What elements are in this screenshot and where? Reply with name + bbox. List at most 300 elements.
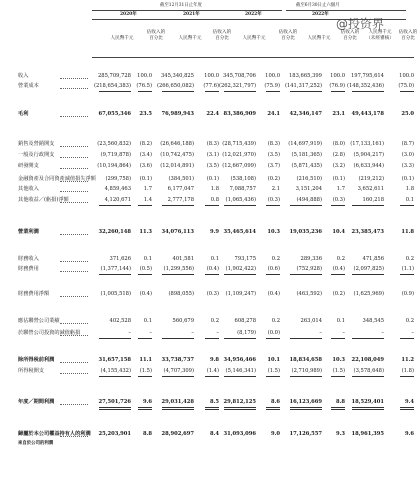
amount-cell: (5,146,341) — [225, 368, 256, 374]
percent-cell: (0.4) — [139, 291, 152, 297]
amount-cell: (23,560,832) — [97, 141, 131, 147]
amount-cell: 29,812,125 — [223, 399, 256, 405]
amount-cell: 285,709,728 — [97, 73, 131, 79]
row-label: 財務收入 — [18, 256, 39, 262]
amount-cell: 34,076,113 — [161, 229, 194, 235]
percent-cell: 100.0 — [137, 73, 152, 79]
total-underline — [400, 376, 414, 377]
total-underline — [290, 205, 322, 206]
leader-dots — [60, 202, 88, 203]
total-underline — [266, 407, 280, 408]
total-underline — [138, 274, 152, 275]
col-2021-amount: 人民幣千元 — [178, 36, 202, 41]
amount-cell: (216,510) — [296, 176, 322, 182]
year-2020: 2020年 — [120, 12, 137, 17]
total-underline — [400, 338, 414, 339]
total-underline — [400, 407, 414, 408]
leader-dots — [60, 146, 88, 147]
row-label: 除所得稅前利潤 — [18, 357, 55, 363]
amount-cell: 2,777,178 — [167, 197, 194, 203]
leader-dots — [60, 181, 88, 182]
percent-cell: (1.4) — [206, 368, 219, 374]
total-underline — [352, 409, 384, 410]
total-underline — [400, 205, 414, 206]
leader-dots — [60, 234, 88, 235]
percent-cell: (0.3) — [332, 197, 345, 203]
amount-cell: (8,179) — [237, 330, 256, 336]
header-rule-left — [92, 10, 282, 11]
leader-dots — [60, 157, 88, 158]
total-underline — [224, 409, 256, 410]
amount-cell: 31,093,096 — [223, 431, 256, 437]
row-label: 財務費用淨額 — [18, 291, 50, 297]
amount-cell: 4,859,463 — [104, 186, 131, 192]
amount-cell: (2,097,825) — [353, 266, 384, 272]
amount-cell: 29,031,428 — [161, 399, 194, 405]
amount-cell: 34,956,466 — [223, 357, 256, 363]
percent-cell: (1.5) — [332, 368, 345, 374]
total-underline — [162, 407, 194, 408]
amount-cell: (28,715,439) — [222, 141, 256, 147]
col-2021-pct: 佔收入的百分比 — [212, 30, 232, 41]
percent-cell: (8.2) — [139, 141, 152, 147]
percent-cell: – — [411, 330, 414, 336]
row-label: 年度／期間利潤 — [18, 399, 55, 405]
total-underline — [162, 91, 194, 92]
total-underline — [138, 376, 152, 377]
amount-cell: – — [191, 330, 194, 336]
amount-cell: (5,871,435) — [291, 163, 322, 169]
percent-cell: 23.5 — [139, 111, 152, 117]
col-2022-amount: 人民幣千元 — [242, 36, 266, 41]
amount-cell: 402,528 — [109, 318, 131, 324]
row-label: 所得稅開支 — [18, 368, 44, 374]
group-title-half-year: 截至6月30日止六個月 — [296, 3, 340, 8]
percent-cell: 0.2 — [336, 256, 345, 262]
percent-cell: – — [216, 330, 219, 336]
percent-cell: 100.0 — [399, 73, 414, 79]
percent-cell: (76.9) — [329, 83, 345, 89]
row-label: 應佔聯營公司業績 — [18, 318, 60, 324]
total-underline — [266, 91, 280, 92]
total-underline — [162, 274, 194, 275]
amount-cell: 76,989,943 — [161, 111, 194, 117]
amount-cell: (384,501) — [168, 176, 194, 182]
amount-cell: 31,657,158 — [98, 357, 131, 363]
row-label: 其他收入 — [18, 186, 39, 192]
percent-cell: (0.2) — [267, 176, 280, 182]
amount-cell: 3,652,611 — [357, 186, 384, 192]
total-underline — [290, 407, 322, 408]
percent-cell: (0.2) — [332, 291, 345, 297]
percent-cell: (77.6) — [203, 83, 219, 89]
leader-dots — [60, 436, 88, 437]
total-underline — [331, 91, 345, 92]
leader-dots — [60, 373, 88, 374]
percent-cell: 23.1 — [332, 111, 345, 117]
percent-cell: – — [342, 330, 345, 336]
percent-cell: 11.2 — [401, 357, 414, 363]
leader-dots — [60, 191, 88, 192]
amount-cell: (9,719,878) — [100, 152, 131, 158]
total-underline — [266, 409, 280, 410]
percent-cell: 10.1 — [267, 357, 280, 363]
amount-cell: (538,108) — [230, 176, 256, 182]
amount-cell: (1,065,436) — [225, 197, 256, 203]
amount-cell: (266,650,082) — [156, 83, 194, 89]
leader-dots — [60, 404, 88, 405]
percent-cell: 100.0 — [265, 73, 280, 79]
total-underline — [205, 409, 219, 410]
amount-cell: 371,626 — [109, 256, 131, 262]
percent-cell: 8.4 — [209, 431, 219, 437]
amount-cell: (1,377,144) — [100, 266, 131, 272]
percent-cell: (1.5) — [139, 368, 152, 374]
total-underline — [99, 274, 131, 275]
total-underline — [205, 376, 219, 377]
percent-cell: 9.3 — [335, 431, 345, 437]
percent-cell: 1.7 — [336, 186, 345, 192]
percent-cell: 11.3 — [139, 229, 152, 235]
percent-cell: 9.8 — [209, 357, 219, 363]
total-underline — [331, 338, 345, 339]
total-underline — [400, 91, 414, 92]
total-underline — [224, 407, 256, 408]
row-label: 財務費用 — [18, 266, 39, 272]
row-label: 其他收益／(虧損)淨額 — [18, 197, 69, 203]
amount-cell: 23,385,473 — [351, 229, 384, 235]
amount-cell: (262,321,797) — [218, 83, 256, 89]
amount-cell: 471,856 — [362, 256, 384, 262]
percent-cell: (1.1) — [401, 266, 414, 272]
year-rule — [92, 19, 406, 20]
total-underline — [99, 91, 131, 92]
header-rule-right — [286, 10, 406, 11]
row-label: 於聯營公司投資的減值虧損 — [18, 330, 81, 336]
total-underline — [99, 409, 131, 410]
total-underline — [99, 407, 131, 408]
percent-cell: (1.5) — [267, 368, 280, 374]
total-underline — [331, 274, 345, 275]
colhead-rule — [92, 57, 414, 58]
leader-dots — [60, 261, 88, 262]
percent-cell: – — [149, 330, 152, 336]
total-underline — [290, 338, 322, 339]
percent-cell: (3.1) — [206, 152, 219, 158]
percent-cell: (0.6) — [267, 266, 280, 272]
amount-cell: (148,352,436) — [346, 83, 384, 89]
total-underline — [162, 409, 194, 410]
percent-cell: 25.0 — [401, 111, 414, 117]
amount-cell: 560,679 — [172, 318, 194, 324]
row-label: 歸屬於本公司權益持有人的利潤 — [18, 431, 91, 437]
percent-cell: 1.7 — [143, 186, 152, 192]
amount-cell: 27,501,726 — [98, 399, 131, 405]
total-underline — [352, 407, 384, 408]
total-underline — [205, 338, 219, 339]
amount-cell: (141,317,252) — [284, 83, 322, 89]
amount-cell: 25,203,901 — [98, 431, 131, 437]
amount-cell: – — [319, 330, 322, 336]
row-label: 營業成本 — [18, 83, 39, 89]
amount-cell: 67,055,346 — [98, 111, 131, 117]
amount-cell: (14,697,919) — [288, 141, 322, 147]
total-underline — [205, 205, 219, 206]
amount-cell: (10,194,864) — [97, 163, 131, 169]
total-underline — [290, 91, 322, 92]
percent-cell: (0.5) — [139, 266, 152, 272]
amount-cell: (463,592) — [296, 291, 322, 297]
percent-cell: 0.1 — [210, 256, 219, 262]
percent-cell: (8.0) — [332, 141, 345, 147]
amount-cell: 18,961,395 — [351, 431, 384, 437]
percent-cell: (0.3) — [206, 291, 219, 297]
group-title-full-year: 截至12月31日止年度 — [160, 3, 202, 8]
leader-dots — [60, 168, 88, 169]
percent-cell: 8.8 — [142, 431, 152, 437]
percent-cell: 0.1 — [405, 197, 414, 203]
amount-cell: (17,133,161) — [350, 141, 384, 147]
amount-cell: – — [381, 330, 384, 336]
leader-dots — [60, 323, 88, 324]
total-underline — [331, 205, 345, 206]
amount-cell: 28,902,697 — [161, 431, 194, 437]
percent-cell: (0.1) — [332, 176, 345, 182]
percent-cell: 0.2 — [271, 256, 280, 262]
amount-cell: 345,340,825 — [160, 73, 194, 79]
amount-cell: 6,177,047 — [167, 186, 194, 192]
percent-cell: 0.2 — [405, 318, 414, 324]
amount-cell: (5,904,217) — [353, 152, 384, 158]
total-underline — [205, 274, 219, 275]
percent-cell: 10.3 — [267, 229, 280, 235]
percent-cell: (0.3) — [267, 197, 280, 203]
percent-cell: (3.5) — [267, 152, 280, 158]
total-underline — [352, 91, 384, 92]
percent-cell: 0.1 — [336, 318, 345, 324]
percent-cell: (0.1) — [139, 176, 152, 182]
amount-cell: (1,625,969) — [353, 291, 384, 297]
percent-cell: 0.1 — [143, 318, 152, 324]
amount-cell: 18,529,401 — [351, 399, 384, 405]
percent-cell: (76.5) — [136, 83, 152, 89]
total-underline — [162, 338, 194, 339]
amount-cell: 32,260,148 — [98, 229, 131, 235]
percent-cell: (3.5) — [206, 163, 219, 169]
amount-cell: (1,109,247) — [225, 291, 256, 297]
amount-cell: (12,667,099) — [222, 163, 256, 169]
percent-cell: 11.8 — [401, 229, 414, 235]
watermark: @投资界 — [336, 17, 385, 31]
row-label: 營業利潤 — [18, 229, 39, 235]
leader-dots — [60, 271, 88, 272]
year-2022: 2022年 — [245, 12, 262, 17]
total-underline — [138, 91, 152, 92]
row-label: 研發開支 — [18, 163, 39, 169]
col-2022h1-pct: 佔收入的百分比 — [340, 30, 360, 41]
amount-cell: 263,014 — [300, 318, 322, 324]
percent-cell: (75.0) — [398, 83, 414, 89]
leader-dots — [60, 78, 88, 79]
percent-cell: 22.4 — [206, 111, 219, 117]
amount-cell: (1,299,556) — [163, 266, 194, 272]
amount-cell: 401,581 — [172, 256, 194, 262]
amount-cell: 348,545 — [362, 318, 384, 324]
amount-cell: 608,278 — [234, 318, 256, 324]
percent-cell: (3.0) — [401, 152, 414, 158]
col-2023h1-amount: 人民幣千元 （未經審核） — [366, 30, 394, 41]
percent-cell: (0.9) — [401, 291, 414, 297]
amount-cell: 345,708,706 — [222, 73, 256, 79]
total-underline — [205, 91, 219, 92]
amount-cell: (4,707,309) — [163, 368, 194, 374]
amount-cell: (5,181,365) — [291, 152, 322, 158]
percent-cell: 11.1 — [139, 357, 152, 363]
amount-cell: 3,151,204 — [295, 186, 322, 192]
amount-cell: 18,834,658 — [289, 357, 322, 363]
amount-cell: 7,088,757 — [229, 186, 256, 192]
percent-cell: 100.0 — [204, 73, 219, 79]
percent-cell: 1.8 — [210, 186, 219, 192]
row-label: 毛利 — [18, 111, 29, 117]
percent-cell: 1.4 — [143, 197, 152, 203]
total-underline — [138, 409, 152, 410]
total-underline — [205, 407, 219, 408]
amount-cell: (218,654,383) — [93, 83, 131, 89]
percent-cell: (3.6) — [139, 163, 152, 169]
total-underline — [138, 205, 152, 206]
col-2023h1-pct: 佔收入的百分比 — [398, 30, 418, 41]
percent-cell: (0.4) — [267, 291, 280, 297]
amount-cell: 83,386,909 — [223, 111, 256, 117]
amount-cell: – — [128, 330, 131, 336]
total-underline — [331, 376, 345, 377]
percent-cell: (3.4) — [139, 152, 152, 158]
amount-cell: 35,465,614 — [223, 229, 256, 235]
total-underline — [331, 409, 345, 410]
amount-cell: (12,014,891) — [160, 163, 194, 169]
total-underline — [99, 338, 131, 339]
percent-cell: (1.8) — [401, 368, 414, 374]
percent-cell: (0.4) — [332, 266, 345, 272]
total-underline — [352, 338, 384, 339]
total-underline — [290, 274, 322, 275]
amount-cell: (4,155,432) — [100, 368, 131, 374]
percent-cell: 2.1 — [271, 186, 280, 192]
amount-cell: 17,126,557 — [289, 431, 322, 437]
amount-cell: (752,928) — [296, 266, 322, 272]
total-underline — [266, 338, 280, 339]
percent-cell: (8.3) — [267, 141, 280, 147]
row-label: 銷售及營銷開支 — [18, 141, 55, 147]
amount-cell: (1,902,422) — [225, 266, 256, 272]
percent-cell: 100.0 — [330, 73, 345, 79]
percent-cell: (3.3) — [401, 163, 414, 169]
year-2021: 2021年 — [183, 12, 200, 17]
total-underline — [224, 338, 256, 339]
amount-cell: (1,005,518) — [100, 291, 131, 297]
percent-cell: 9.0 — [270, 431, 280, 437]
amount-cell: 42,346,147 — [289, 111, 322, 117]
percent-cell: (3.7) — [267, 163, 280, 169]
amount-cell: 16,123,669 — [289, 399, 322, 405]
percent-cell: 0.2 — [210, 318, 219, 324]
amount-cell: (26,646,188) — [160, 141, 194, 147]
total-underline — [162, 205, 194, 206]
total-underline — [162, 376, 194, 377]
amount-cell: 160,218 — [362, 197, 384, 203]
amount-cell: 289,336 — [300, 256, 322, 262]
col-2022h1-amount: 人民幣千元 — [307, 36, 331, 41]
amount-cell: 183,665,399 — [288, 73, 322, 79]
col-2020-amount: 人民幣千元 — [110, 36, 134, 41]
percent-cell: 0.8 — [210, 197, 219, 203]
percent-cell: 8.6 — [270, 399, 280, 405]
total-underline — [290, 376, 322, 377]
total-underline — [400, 409, 414, 410]
amount-cell: (6,633,944) — [353, 163, 384, 169]
total-underline — [224, 205, 256, 206]
total-underline — [352, 205, 384, 206]
percent-cell: 0.1 — [143, 256, 152, 262]
amount-cell: (299,758) — [105, 176, 131, 182]
percent-cell: 10.3 — [332, 357, 345, 363]
amount-cell: 197,795,614 — [350, 73, 384, 79]
amount-cell: (494,888) — [296, 197, 322, 203]
total-underline — [224, 91, 256, 92]
leader-dots — [60, 362, 88, 363]
amount-cell: (3,578,648) — [353, 368, 384, 374]
total-underline — [224, 274, 256, 275]
percent-cell: (3.2) — [332, 163, 345, 169]
percent-cell: 0.2 — [405, 256, 414, 262]
percent-cell: 9.4 — [404, 399, 414, 405]
percent-cell: 9.9 — [209, 229, 219, 235]
amount-cell: (12,021,970) — [222, 152, 256, 158]
percent-cell: 0.2 — [271, 318, 280, 324]
col-2020-pct: 佔收入的百分比 — [146, 30, 166, 41]
percent-cell: (0.4) — [206, 266, 219, 272]
percent-cell: (2.8) — [332, 152, 345, 158]
total-underline — [99, 205, 131, 206]
row-label: 金融資產及合同資產減值損失淨額 — [18, 176, 96, 182]
amount-cell: (219,212) — [358, 176, 384, 182]
amount-cell: 4,120,671 — [104, 197, 131, 203]
total-underline — [352, 376, 384, 377]
percent-cell: (0.0) — [267, 330, 280, 336]
amount-cell: (898,055) — [168, 291, 194, 297]
amount-cell: 33,738,737 — [161, 357, 194, 363]
row-label: 收入 — [18, 73, 29, 79]
year-2022-h1: 2022年 — [312, 12, 329, 17]
amount-cell: (10,742,475) — [160, 152, 194, 158]
total-underline — [331, 407, 345, 408]
percent-cell: 8.5 — [209, 399, 219, 405]
percent-cell: (0.1) — [401, 176, 414, 182]
total-underline — [99, 376, 131, 377]
percent-cell: 1.8 — [405, 186, 414, 192]
row-label: 一般及行政開支 — [18, 152, 55, 158]
amount-cell: 22,108,049 — [351, 357, 384, 363]
amount-cell: 19,035,236 — [289, 229, 322, 235]
percent-cell: (8.3) — [206, 141, 219, 147]
leader-dots — [60, 296, 88, 297]
total-underline — [138, 407, 152, 408]
total-underline — [266, 376, 280, 377]
amount-cell: 49,443,178 — [351, 111, 384, 117]
amount-cell: (2,710,989) — [291, 368, 322, 374]
percent-cell: (75.9) — [264, 83, 280, 89]
